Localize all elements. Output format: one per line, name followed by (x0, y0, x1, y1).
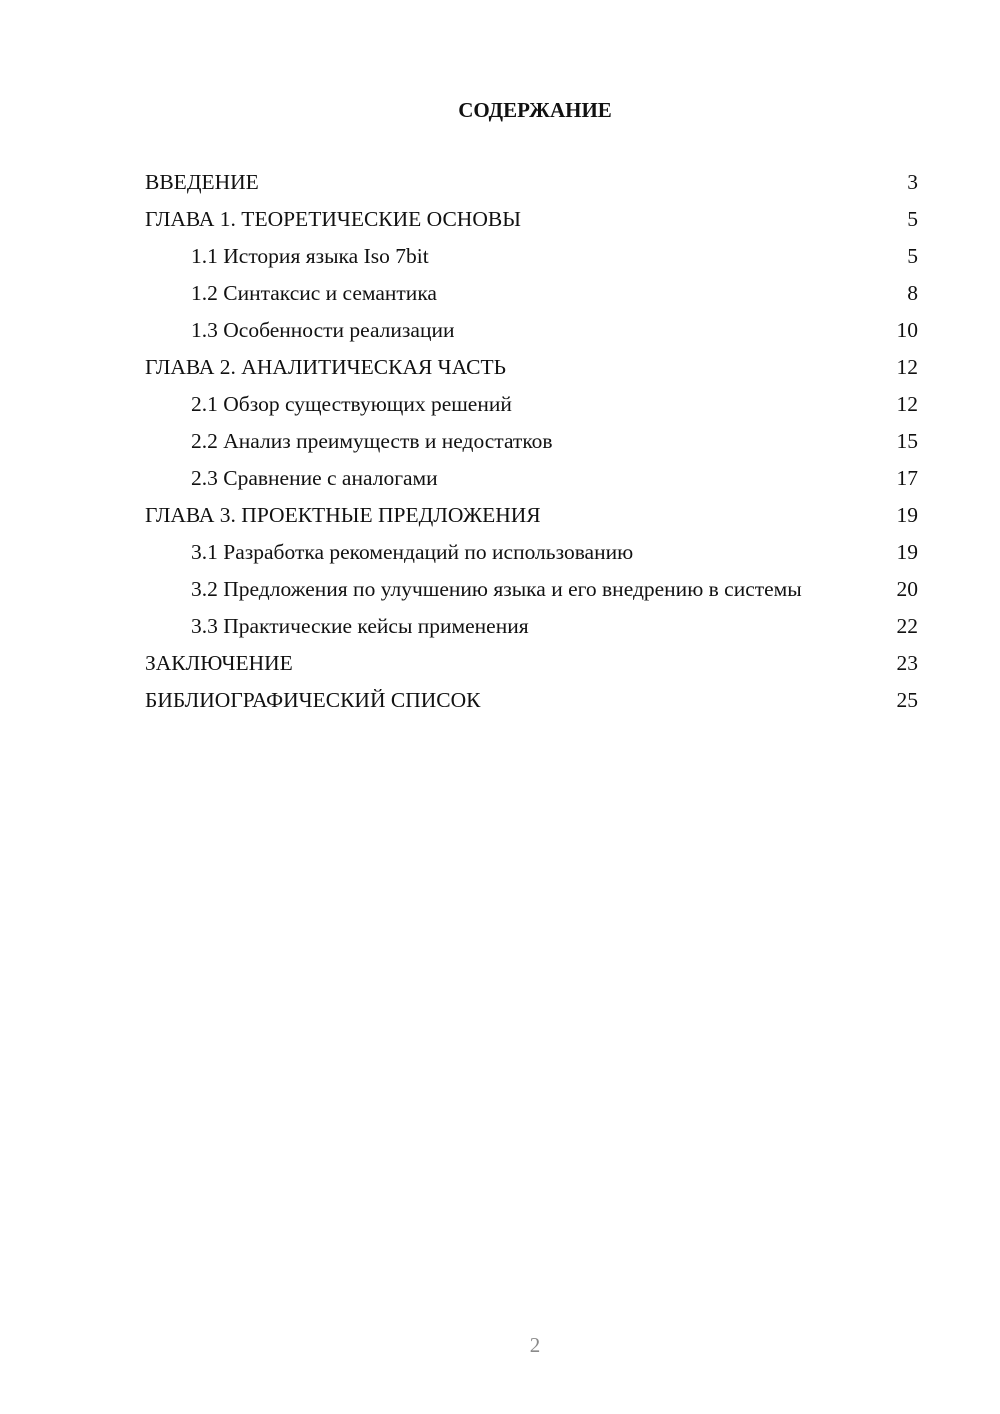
toc-entry-page: 12 (896, 355, 918, 379)
toc-entry-page: 20 (896, 577, 918, 601)
toc-entry-chapter-1[interactable] (145, 206, 918, 233)
toc-entry-label: ВВЕДЕНИЕ (145, 170, 259, 194)
page-title: СОДЕРЖАНИЕ (458, 98, 612, 122)
toc-entry-page: 5 (907, 207, 918, 231)
table-of-contents (145, 169, 918, 724)
toc-entry-page: 25 (896, 688, 918, 712)
toc-entry-page: 12 (896, 392, 918, 416)
page-number: 2 (529, 1333, 541, 1357)
toc-entry-label: 1.2 Синтаксис и семантика (191, 281, 437, 305)
toc-entry-page: 15 (896, 429, 918, 453)
toc-entry-conclusion[interactable] (145, 650, 918, 677)
toc-entry-page: 19 (896, 540, 918, 564)
toc-entry-page: 22 (896, 614, 918, 638)
toc-entry-page: 8 (907, 281, 918, 305)
toc-entry-label: 2.3 Сравнение с аналогами (191, 466, 438, 490)
toc-entry-label: ЗАКЛЮЧЕНИЕ (145, 651, 293, 675)
toc-entry-section-1-3[interactable] (145, 317, 918, 344)
toc-entry-section-1-2[interactable] (145, 280, 918, 307)
toc-entry-page: 5 (907, 244, 918, 268)
toc-entry-section-2-3[interactable] (145, 465, 918, 492)
toc-entry-label: 2.2 Анализ преимуществ и недостатков (191, 429, 553, 453)
toc-entry-label: 1.3 Особенности реализации (191, 318, 455, 342)
toc-entry-label: 3.1 Разработка рекомендаций по использованию (191, 540, 634, 564)
toc-entry-section-1-1[interactable] (145, 243, 918, 270)
toc-entry-bibliography[interactable] (145, 687, 918, 714)
toc-entry-label: ГЛАВА 3. ПРОЕКТНЫЕ ПРЕДЛОЖЕНИЯ (145, 503, 541, 527)
toc-entry-section-3-1[interactable] (145, 539, 918, 566)
toc-entry-chapter-3[interactable] (145, 502, 918, 529)
toc-entry-label: ГЛАВА 1. ТЕОРЕТИЧЕСКИЕ ОСНОВЫ (145, 207, 521, 231)
toc-entry-label: ГЛАВА 2. АНАЛИТИЧЕСКАЯ ЧАСТЬ (145, 355, 506, 379)
toc-entry-introduction[interactable] (145, 169, 918, 196)
toc-entry-chapter-2[interactable] (145, 354, 918, 381)
toc-entry-label: 2.1 Обзор существующих решений (191, 392, 512, 416)
toc-entry-page: 23 (896, 651, 918, 675)
toc-entry-section-2-2[interactable] (145, 428, 918, 455)
toc-entry-page: 3 (907, 170, 918, 194)
toc-entry-label: БИБЛИОГРАФИЧЕСКИЙ СПИСОК (145, 688, 481, 712)
toc-entry-label: 1.1 История языка Iso 7bit (191, 244, 429, 268)
toc-entry-page: 17 (896, 466, 918, 490)
toc-entry-page: 19 (896, 503, 918, 527)
toc-entry-label: 3.3 Практические кейсы применения (191, 614, 529, 638)
toc-entry-label: 3.2 Предложения по улучшению языка и его внедрению в системы (191, 577, 802, 601)
toc-entry-page: 10 (896, 318, 918, 342)
toc-entry-section-3-3[interactable] (145, 613, 918, 640)
toc-entry-section-2-1[interactable] (145, 391, 918, 418)
toc-entry-section-3-2[interactable] (145, 576, 918, 603)
